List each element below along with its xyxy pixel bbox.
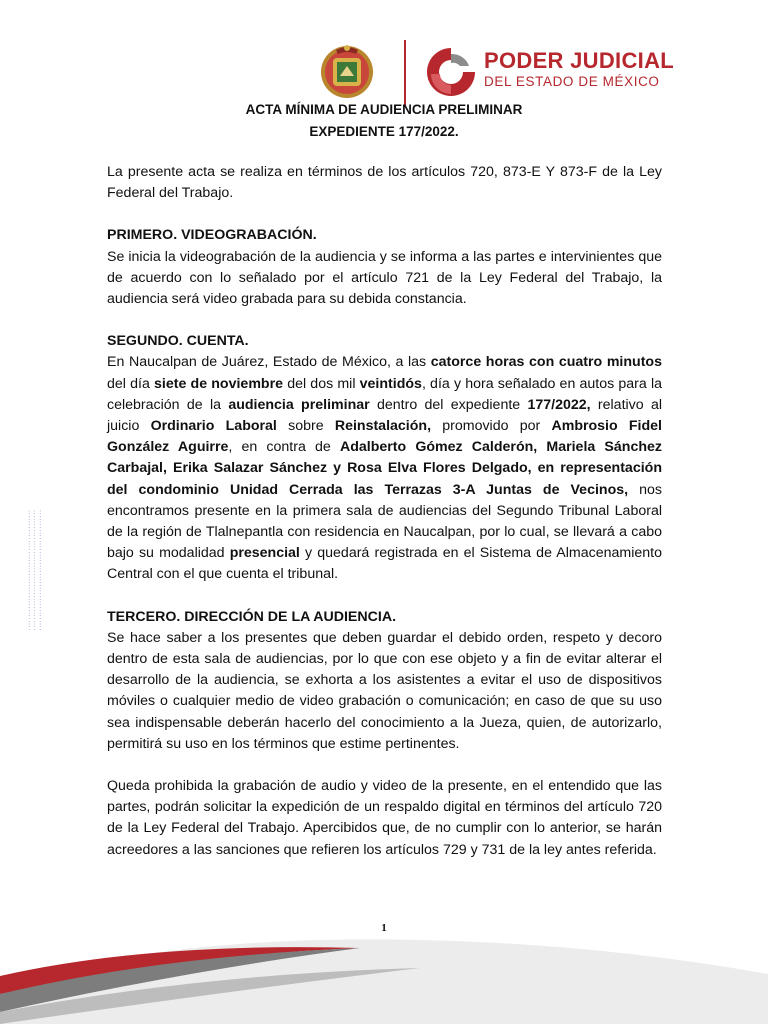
section-text-segundo: En Naucalpan de Juárez, Estado de México, a las catorce horas con cuatro minutos del día siete de noviembre del dos mil veintidós, día y hora señalado en autos para la celebración de la audiencia preliminar dentro del expediente 177/2022, relativo al juicio Ordinario Laboral sobre Reinstalación, promovido por Ambrosio Fidel González Aguirre, en contra de Adalberto Gómez Calderón, Mariela Sánchez Carbajal, Erika Salazar Sánchez y Rosa Elva Flores Delgado, en representación del condominio Unidad Cerrada las Terrazas 3-A Juntas de Vecinos, nos encontramos presente en la primera sala de audiencias del Segundo Tribunal Laboral de la región de Tlalnepantla con residencia en Naucalpan, por lo cual, se llevará a cabo bajo su modalidad presencial y quedará registrada en el Sistema de Almacenamiento Central con el que cuenta el tribunal.	[107, 354, 663, 583]
section-text-tercero: Se hace saber a los presentes que deben guardar el debido orden, respeto y decoro dentro de esta sala de audiencias, por lo que con ese objeto y a fin de evitar alterar el desarrollo de la audiencia, se exhorta a los asistentes a evitar el uso de dispositivos móviles o cualquier medio de video grabación o comunicación; en caso de que su uso sea indispensable deberán hacerlo del conocimiento a la Jueza, quien, de autorizarlo, permitirá su uso en los términos que estime pertinentes.	[107, 629, 662, 752]
section-heading-segundo: SEGUNDO. CUENTA.	[107, 333, 249, 350]
document-header	[318, 38, 674, 108]
case-number: EXPEDIENTE 177/2022.	[309, 124, 459, 139]
side-signature-stamp	[20, 505, 48, 635]
intro-paragraph: La presente acta se realiza en términos de los artículos 720, 873-E Y 873-F de la Ley Federal del Trabajo.	[107, 164, 662, 202]
document-title: ACTA MÍNIMA DE AUDIENCIA PRELIMINAR	[245, 102, 523, 117]
institution-subtitle: DEL ESTADO DE MÉXICO	[484, 74, 660, 89]
poder-judicial-logo	[422, 44, 480, 100]
closing-paragraph: Queda prohibida la grabación de audio y video de la presente, en el entendido que las partes, podrán solicitar la expedición de un respaldo digital en términos del artículo 720 de la Ley Federal del Trabajo. Apercibidos que, de no cumplir con lo anterior, se harán acreedores a las sanciones que refieren los artículos 729 y 731 de la ley antes referida.	[107, 778, 662, 858]
footer-wave-decoration	[0, 914, 768, 1024]
page-number: 1	[381, 922, 387, 934]
section-text-primero: Se inicia la videograbación de la audiencia y se informa a las partes e intervinientes que de acuerdo con lo señalado por el artículo 721 de la Ley Federal del Trabajo, la audiencia será video grabada para su debida constancia.	[107, 248, 662, 308]
stamp-text: ············································ ············································ ············································	[26, 509, 43, 631]
section-heading-primero: PRIMERO. VIDEOGRABACIÓN.	[107, 227, 317, 244]
document-body	[107, 162, 662, 861]
institution-name: PODER JUDICIAL	[484, 48, 674, 73]
state-seal-logo	[318, 42, 376, 100]
header-divider	[404, 40, 406, 106]
section-heading-tercero: TERCERO. DIRECCIÓN DE LA AUDIENCIA.	[107, 608, 397, 625]
